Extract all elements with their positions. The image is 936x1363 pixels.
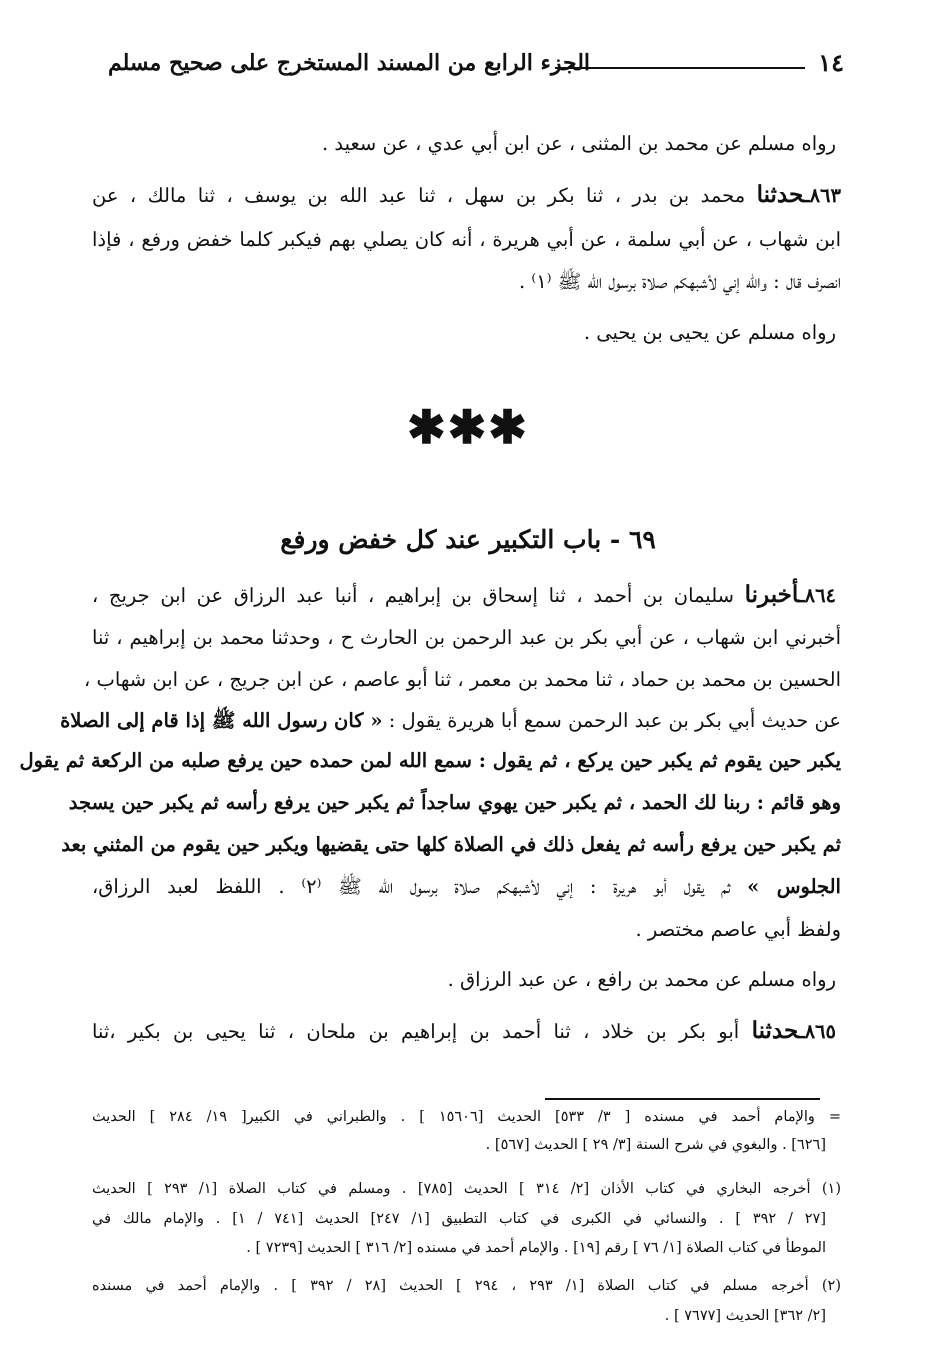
- text-line: رواه مسلم عن يحيى بن يحيى .: [583, 321, 836, 344]
- hadith-keyword: حدثنا: [756, 181, 804, 208]
- header-rule: [555, 67, 805, 69]
- footnote-line: الموطأ في كتاب الصلاة [١/ ٧٦ ] رقم [١٩] . والإمام أحمد في مسنده [٢/ ٣١٦ ] الحديث [٧٢٣٩ ] .: [246, 1240, 826, 1256]
- chapter-heading: ٦٩ - باب التكبير عند كل خفض ورفع: [280, 525, 656, 554]
- hadith-matn-line: يكبر حين يقوم ثم يكبر حين يركع ، ثم يقول : سمع الله لمن حمده حين يرفع صلبه من الركعة ثم يقول: [19, 749, 841, 772]
- footnote-line: [٦٢٦] . والبغوي في شرح السنة [٣/ ٢٩ ] الحديث [٥٦٧] .: [485, 1137, 826, 1153]
- running-header-title: الجزء الرابع من المسند المستخرج على صحيح مسلم: [108, 50, 591, 76]
- footnote-rule: [545, 1098, 820, 1100]
- text-line: انصرف قال : والله إني لأشبهكم صلاة برسول الله ﷺ ⁽١⁾ .: [519, 270, 841, 293]
- hadith-865-line: [92, 1016, 836, 1047]
- text-span: سليمان بن أحمد ، ثنا إسحاق بن إبراهيم ، أنبا عبد الرزاق عن ابن جريج ،: [92, 584, 734, 607]
- text-line: رواه مسلم عن محمد بن المثنى ، عن ابن أبي عدي ، عن سعيد .: [322, 132, 836, 155]
- text-span: عن حديث أبي بكر بن عبد الرحمن سمع أبا هريرة يقول :: [388, 709, 841, 732]
- hadith-number: ٨٦٥ـ: [798, 1020, 836, 1043]
- hadith-matn-line: وهو قائم : ربنا لك الحمد ، ثم يكبر حين يهوي ساجداً ثم يكبر حين يرفع رأسه ثم يكبر حين يسجد: [68, 791, 841, 814]
- text-line: ابن شهاب ، عن أبي سلمة ، عن أبي هريرة ، أنه كان يصلي بهم فيكبر كلما خفض ورفع ، فإذا: [92, 228, 841, 251]
- text-line: [92, 872, 841, 902]
- hadith-keyword: أخبرنا: [744, 581, 799, 608]
- hadith-number: ٨٦٤ـ: [798, 584, 837, 607]
- text-line: [60, 706, 841, 736]
- text-span: ثم يقول أبو هريرة : إني لأشبهكم صلاة برسول الله ﷺ ⁽٢⁾ . اللفظ لعبد الرزاق،: [92, 875, 731, 898]
- text-line: ولفظ أبي عاصم مختصر .: [635, 918, 841, 941]
- hadith-matn-span: الجلوس »: [747, 875, 841, 898]
- text-line: الحسين بن محمد بن حماد ، ثنا محمد بن معمر ، ثنا أبو عاصم ، عن ابن جريج ، عن ابن شهاب ،: [84, 668, 841, 691]
- text-line: أخبرني ابن شهاب ، عن أبي بكر بن عبد الرحمن بن الحارث ح ، وحدثنا محمد بن إبراهيم ، ثنا: [92, 626, 841, 649]
- footnote-line: (٢) أخرجه مسلم في كتاب الصلاة [١/ ٢٩٣ ، ٢٩٤ ] الحديث [٢٨ / ٣٩٢ ] . والإمام أحمد في مسنده: [92, 1278, 841, 1294]
- section-divider-stars: ✱✱✱: [407, 400, 529, 454]
- hadith-864-line: [92, 580, 836, 611]
- hadith-863-line: [92, 180, 841, 211]
- hadith-matn-span: « كان رسول الله ﷺ إذا قام إلى الصلاة: [60, 709, 383, 732]
- page-number: ١٤: [818, 48, 844, 77]
- footnote-line: [٢٧ / ٣٩٢ ] . والنسائي في الكبرى في كتاب التطبيق [١/ ٢٤٧] الحديث [٧٤١ / ١] . والإمام مالك في: [92, 1211, 826, 1227]
- text-span: أبو بكر بن خلاد ، ثنا أحمد بن إبراهيم بن ملحان ، ثنا يحيى بن بكير ،ثنا: [92, 1020, 740, 1043]
- footnote-line: = والإمام أحمد في مسنده [ ٣/ ٥٣٣] الحديث [١٥٦٠٦ ] . والطبراني في الكبير[ ١٩/ ٢٨٤ ] الحديث: [92, 1109, 841, 1125]
- text-line: رواه مسلم عن محمد بن رافع ، عن عبد الرزاق .: [447, 968, 836, 991]
- text-span: محمد بن بدر ، ثنا بكر بن سهل ، ثنا عبد الله بن يوسف ، ثنا مالك ، عن: [92, 184, 746, 207]
- hadith-number: ٨٦٣ـ: [803, 184, 841, 207]
- hadith-matn-line: ثم يكبر حين يرفع رأسه ثم يفعل ذلك في الصلاة كلها حتى يقضيها ويكبر حين يقوم من المثني بعد: [61, 833, 841, 856]
- footnote-line: [٢/ ٣٦٢] الحديث [٧٦٧٧ ] .: [664, 1308, 826, 1324]
- hadith-keyword: حدثنا: [751, 1017, 799, 1044]
- footnote-line: (١) أخرجه البخاري في كتاب الأذان [٢/ ٣١٤ ] الحديث [٧٨٥] . ومسلم في كتاب الصلاة [١/ ٢٩٣ ] الحديث: [92, 1181, 841, 1197]
